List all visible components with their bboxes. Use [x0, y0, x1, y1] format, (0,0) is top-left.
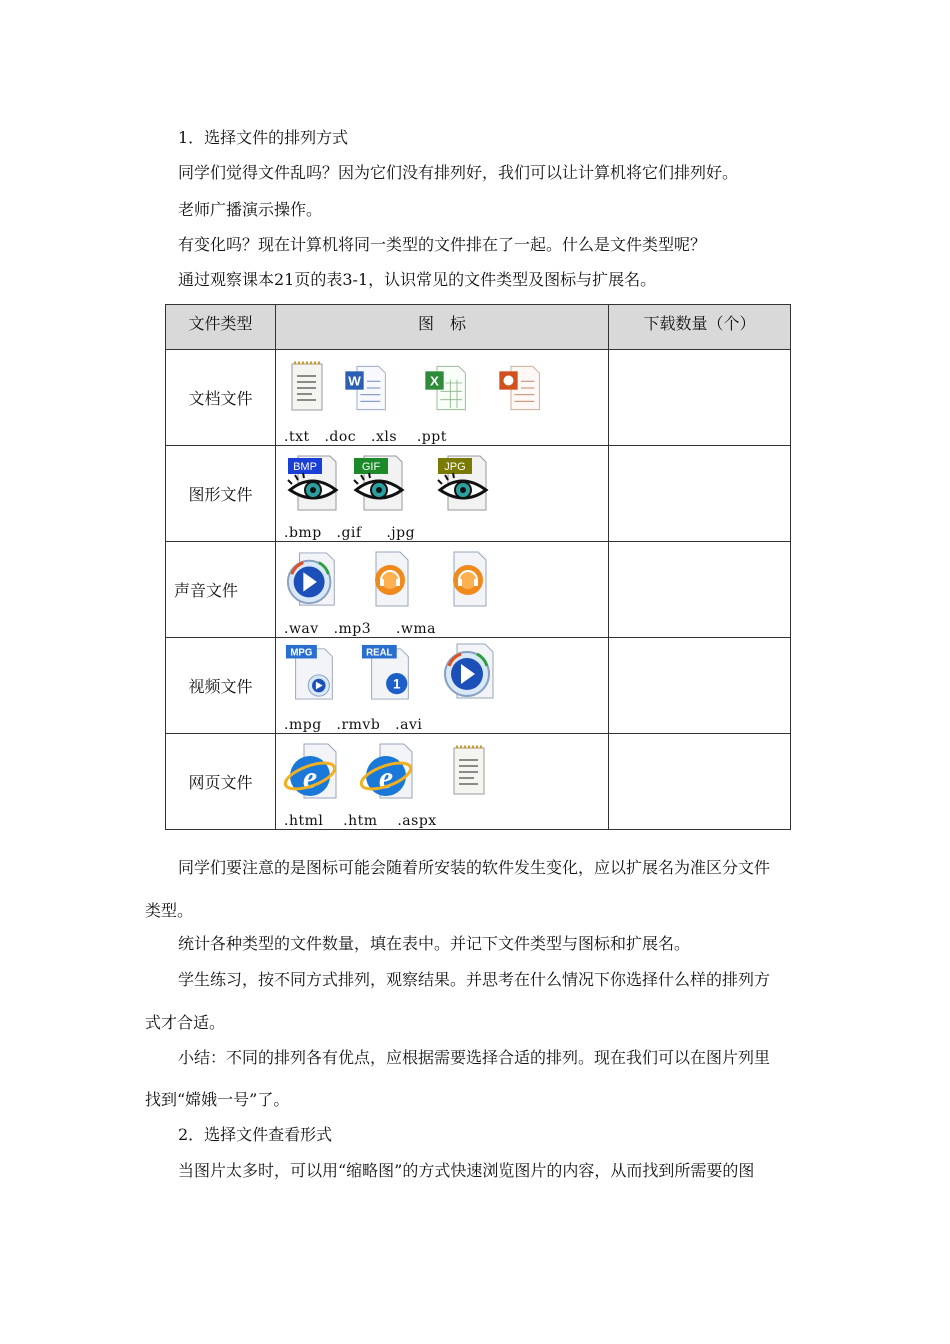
txt-file-icon: [284, 358, 334, 418]
icon-badge-text: BMP: [293, 461, 317, 473]
paragraph: 统计各种类型的文件数量，填在表中。并记下文件类型与图标和扩展名。: [178, 934, 691, 953]
jpg-image-icon: [434, 454, 494, 514]
icon-cell: [276, 446, 609, 542]
htm-ie-icon: [360, 742, 420, 802]
download-count-cell[interactable]: [609, 350, 791, 446]
extension-label: .html: [284, 813, 324, 829]
paragraph: 通过观察课本21页的表3-1，认识常见的文件类型及图标与扩展名。: [178, 270, 657, 289]
paragraph: 类型。: [145, 901, 194, 920]
icon-badge-text: JPG: [444, 461, 466, 473]
section-heading-1: 1．选择文件的排列方式: [178, 128, 349, 147]
paragraph: 同学们要注意的是图标可能会随着所安装的软件发生变化，应以扩展名为准区分文件: [178, 858, 771, 877]
paragraph: 式才合适。: [145, 1013, 226, 1032]
table-row: [166, 542, 791, 638]
download-count-cell[interactable]: [609, 542, 791, 638]
icon-cell: [276, 734, 609, 830]
wav-media-icon: [284, 550, 342, 610]
extension-list: [284, 717, 422, 733]
table-row: [166, 734, 791, 830]
bmp-image-icon: [284, 454, 344, 514]
extension-label: .doc: [324, 429, 357, 445]
avi-video-icon: [440, 642, 502, 702]
extension-label: .mpg: [284, 717, 322, 733]
extension-label: .gif: [336, 525, 362, 541]
icon-badge-text: MPG: [290, 647, 313, 659]
icon-cell: [276, 350, 609, 446]
gif-image-icon: [350, 454, 410, 514]
extension-label: .ppt: [416, 429, 447, 445]
extension-label: .avi: [395, 717, 423, 733]
paragraph: 小结：不同的排列各有优点，应根据需要选择合适的排列。现在我们可以在图片列里: [178, 1048, 771, 1067]
table-row: [166, 350, 791, 446]
excel-xls-icon: [422, 358, 472, 418]
paragraph: 当图片太多时，可以用“缩略图”的方式快速浏览图片的内容，从而找到所需要的图: [178, 1161, 755, 1180]
header-icon: 图 标: [276, 305, 609, 350]
paragraph: 找到“嫦娥一号”了。: [145, 1090, 290, 1109]
rmvb-real-icon: [360, 642, 418, 702]
extension-label: .wav: [284, 621, 319, 637]
paragraph: 同学们觉得文件乱吗？因为它们没有排列好，我们可以让计算机将它们排列好。: [178, 163, 739, 182]
icon-cell: [276, 542, 609, 638]
extension-list: [284, 525, 415, 541]
extension-label: .aspx: [397, 813, 437, 829]
word-doc-icon: [342, 358, 392, 418]
section-heading-2: 2．选择文件查看形式: [178, 1125, 333, 1144]
icon-badge-text: GIF: [361, 461, 381, 473]
extension-list: [284, 429, 447, 445]
svg-text:e: e: [302, 759, 318, 795]
paragraph: 有变化吗？现在计算机将同一类型的文件排在了一起。什么是文件类型呢？: [178, 235, 707, 254]
header-download-count: 下载数量（个）: [609, 305, 791, 350]
svg-text:1: 1: [392, 676, 401, 692]
extension-label: .mp3: [333, 621, 372, 637]
aspx-file-icon: [446, 742, 496, 802]
table-header-row: [166, 305, 791, 350]
download-count-cell[interactable]: [609, 734, 791, 830]
svg-text:e: e: [378, 759, 394, 795]
file-type-cell: 声音文件: [166, 542, 276, 638]
file-type-cell: 网页文件: [166, 734, 276, 830]
extension-label: .jpg: [386, 525, 416, 541]
header-file-type: 文件类型: [166, 305, 276, 350]
extension-label: .wma: [395, 621, 436, 637]
extension-label: .rmvb: [336, 717, 381, 733]
download-count-cell[interactable]: [609, 638, 791, 734]
table-row: [166, 638, 791, 734]
icon-badge-text: REAL: [366, 647, 393, 659]
powerpoint-ppt-icon: [496, 358, 546, 418]
paragraph: 老师广播演示操作。: [178, 200, 323, 219]
extension-list: [284, 621, 436, 637]
mpg-video-icon: [284, 642, 342, 702]
svg-text:W: W: [348, 373, 361, 389]
extension-list: [284, 813, 437, 829]
file-type-cell: 图形文件: [166, 446, 276, 542]
html-ie-icon: [284, 742, 344, 802]
file-type-table: [165, 304, 791, 830]
file-type-cell: 文档文件: [166, 350, 276, 446]
paragraph: 学生练习，按不同方式排列，观察结果。并思考在什么情况下你选择什么样的排列方: [178, 970, 771, 989]
wma-audio-icon: [442, 550, 492, 610]
svg-text:X: X: [430, 373, 439, 389]
icon-cell: [276, 638, 609, 734]
download-count-cell[interactable]: [609, 446, 791, 542]
mp3-audio-icon: [364, 550, 414, 610]
extension-label: .txt: [284, 429, 310, 445]
extension-label: .xls: [371, 429, 398, 445]
file-type-cell: 视频文件: [166, 638, 276, 734]
table-row: [166, 446, 791, 542]
extension-label: .htm: [343, 813, 378, 829]
extension-label: .bmp: [284, 525, 322, 541]
